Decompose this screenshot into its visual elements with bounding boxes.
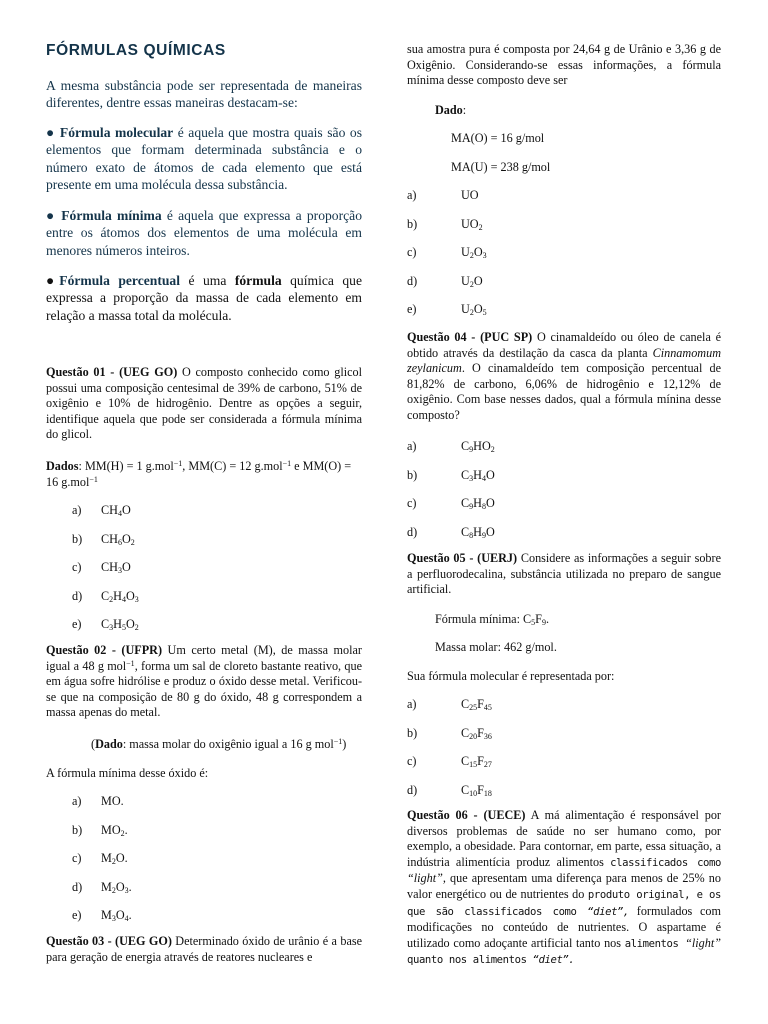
ma-oxygen: MA(O) = 16 g/mol — [451, 131, 545, 145]
option-a: a) $C_{25}F_{45}$ — [407, 697, 492, 712]
question-03-continued: sua amostra pura é composta por 24,64 g de Urânio e 3,36 g de Oxigênio. Considerando-se essas informações, a fórmula mínima desse composto deve ser — [407, 42, 721, 88]
option-c: c) $U_2O_3$ — [407, 245, 487, 260]
massa-molar: Massa molar: 462 g/mol. — [435, 640, 557, 654]
option-c: c) $CH_3O$ — [72, 560, 131, 575]
option-c: c) $M_2O$. — [72, 851, 128, 866]
option-a: a) UO — [407, 188, 479, 202]
option-d: d) $C_8H_9O$ — [407, 524, 495, 540]
option-e: e) $U_2O_5$ — [407, 302, 487, 317]
option-a: a) $C_9HO_2$ — [407, 439, 495, 454]
option-a: a) $CH_4O$ — [72, 503, 131, 518]
option-e: e) $C_3H_5O_2$ — [72, 617, 139, 632]
question-05: Questão 05 - (UERJ) Considere as informações a seguir sobre a perfluorodecalina, substância utilizada no preparo de sangue artificial. — [407, 551, 721, 597]
question-02-options — [46, 794, 362, 937]
def-percentual: ●Fórmula percentual é uma fórmula química que expressa a proporção da massa de cada elemento em relação a massa total da molécula. — [46, 273, 363, 323]
question-02-dado: (Dado: massa molar do oxigênio igual a 16 g mol$^{-1}$) — [91, 737, 347, 751]
question-06: Questão 06 - (UECE) A má alimentação é responsável por diversos problemas de saúde no ser humano como, por exemplo, a obesidade. Para contornar, em parte, essa situação, a indústria alimentícia produz alimentos classificados como “light”, que apresentam uma diferença para menos de 25% no valor energético ou de nutrientes do produto original, e os que são classificados como “diet”, formulados com modificações no conteúdo de nutrientes. O aspartame é utilizado como adoçante artificial tanto nos alimentos “light” quanto nos alimentos “diet”. — [407, 808, 722, 967]
option-d: d) $C_2H_4O_3$ — [72, 588, 139, 604]
question-05-options — [407, 697, 721, 811]
question-02-ask: A fórmula mínima desse óxido é: — [46, 766, 209, 780]
option-b: b) $C_3H_4O$ — [407, 467, 495, 483]
question-03-dado: Dado: — [435, 103, 467, 117]
intro-paragraph: A mesma substância pode ser representada de maneiras diferentes, dentre essas maneiras destacam-se: — [46, 78, 362, 111]
def-minima: ● Fórmula mínima é aquela que expressa a proporção entre os átomos dos elementos de uma molécula em menores números inteiros. — [46, 208, 362, 258]
option-b: b) $UO_2$ — [407, 216, 483, 232]
question-01-dados: Dados: MM(H) = 1 g.mol$^{-1}$, MM(C) = 12 g.mol$^{-1}$ e MM(O) = 16 g.mol$^{-1}$ — [46, 459, 352, 489]
ma-uranium: MA(U) = 238 g/mol — [451, 160, 551, 174]
question-03-options — [407, 188, 721, 331]
option-d: d) $U_2O$ — [407, 273, 483, 289]
option-a: a) MO. — [72, 794, 124, 808]
option-b: b) $CH_6O_2$ — [72, 531, 135, 547]
option-c: c) $C_9H_8O$ — [407, 496, 495, 511]
question-02: Questão 02 - (UFPR) Um certo metal (M), de massa molar igual a 48 g mol$^{-1}$, forma um sal de cloreto bastante reativo, que em água sofre hidrólise e produz o óxido desse metal. Verificou-se que na composição de 80 g do óxido, 48 g correspondem a massa apenas do metal. — [46, 643, 362, 720]
question-04-options — [407, 439, 721, 553]
question-03: Questão 03 - (UEG GO) Determinado óxido de urânio é a base para geração de energia através de reatores nucleares e — [46, 934, 363, 964]
page-title: FÓRMULAS QUÍMICAS — [46, 42, 226, 59]
question-05-ask: Sua fórmula molecular é representada por: — [407, 669, 615, 683]
option-d: d) $C_{10}F_{18}$ — [407, 782, 492, 798]
formula-minima: Fórmula mínima: $C_5F_9$. — [435, 612, 549, 627]
question-01: Questão 01 - (UEG GO) O composto conhecido como glicol possui uma composição centesimal de 39% de carbono, 51% de oxigênio e 10% de hidrogênio. Dentre as opções a seguir, identifique aquela que pode ser considerada a fórmula mínima do glicol. — [46, 365, 362, 442]
option-e: e) $M_3O_4$. — [72, 908, 132, 923]
option-b: b) $C_{20}F_{36}$ — [407, 725, 492, 741]
option-c: c) $C_{15}F_{27}$ — [407, 754, 492, 769]
question-04: Questão 04 - (PUC SP) O cinamaldeído ou óleo de canela é obtido através da destilação da casca da planta Cinnamomum zeylanicum. O cinamaldeído tem composição percentual de 81,82% de carbono, 6,06% de hidrogênio e 12,12% de oxigênio. Com base nesses dados, qual a fórmula mínina desse composto? — [407, 330, 721, 422]
question-01-options — [46, 503, 362, 646]
def-molecular: ● Fórmula molecular é aquela que mostra quais são os elementos que formam determinada substância e o número exato de átomos de cada elemento que está presente em uma molécula dessa substância. — [46, 125, 362, 193]
option-d: d) $M_2O_3$. — [72, 879, 132, 895]
option-b: b) $MO_2$. — [72, 822, 128, 838]
